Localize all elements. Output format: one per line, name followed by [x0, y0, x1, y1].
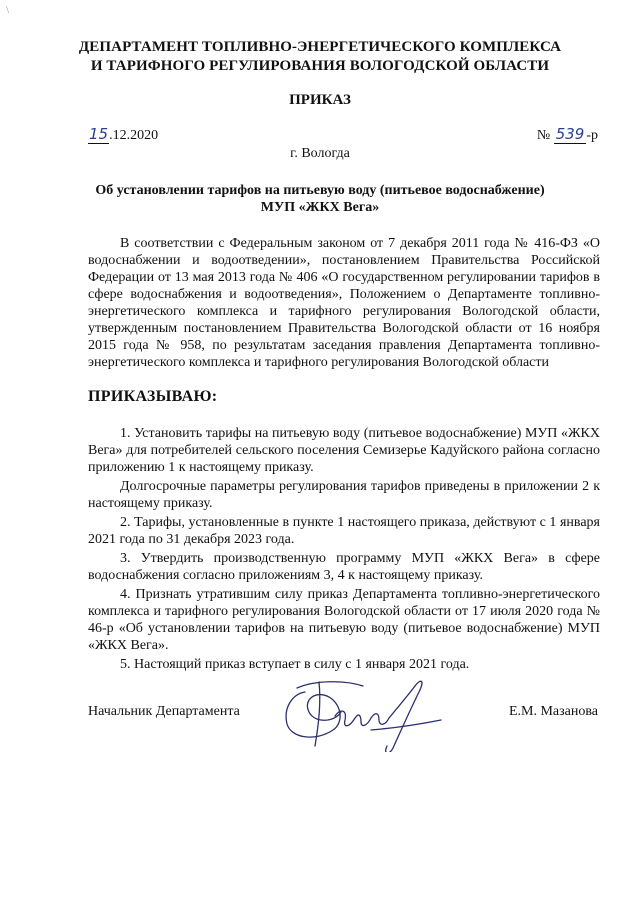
- department-title-line2: И ТАРИФНОГО РЕГУЛИРОВАНИЯ ВОЛОГОДСКОЙ ОБЛАСТИ: [90, 58, 550, 74]
- handwritten-signature: [275, 672, 445, 752]
- handwritten-number: 539: [555, 125, 585, 143]
- preamble-text: В соответствии с Федеральным законом от 7 декабря 2011 года № 416-ФЗ «О водоснабжении и водоотведении», постановлением Правительства Российской Федерации от 13 мая 2013 года № 406 «О государственном регулировании тарифов в сфере водоснабжения и водоотведения», Положением о Департаменте топливно-энергетического комплекса и тарифного регулирования Вологодской области, утвержденным постановлением Правительства Вологодской области от 16 ноября 2015 года № 958, по результатам заседания правления Департамента топливно-энергетического комплекса и тарифного регулирования Вологодской области: [88, 236, 600, 370]
- order-item-1-params: Долгосрочные параметры регулирования тарифов приведены в приложении 2 к настоящему приказу.: [88, 479, 600, 511]
- number-suffix: -р: [586, 128, 598, 143]
- document-type: ПРИКАЗ: [289, 92, 351, 108]
- order-item-3: 3. Утвердить производственную программу МУП «ЖКХ Вега» в сфере водоснабжения согласно приложениям 3, 4 к настоящему приказу.: [88, 551, 600, 583]
- signatory-name: Е.М. Мазанова: [508, 704, 598, 719]
- order-number: [537, 125, 598, 144]
- preamble: [88, 235, 600, 371]
- handwritten-day: 15: [89, 125, 109, 143]
- subject-line2: МУП «ЖКХ Вега»: [260, 200, 380, 215]
- number-prefix: №: [536, 128, 551, 143]
- corner-mark: \: [6, 4, 10, 16]
- order-items: [88, 425, 600, 675]
- signatory-position: Начальник Департамента: [88, 704, 240, 719]
- subject-line1: Об установлении тарифов на питьевую воду (питьевое водоснабжение): [95, 183, 545, 198]
- order-subject: [60, 182, 580, 216]
- order-item-5: 5. Настоящий приказ вступает в силу с 1 января 2021 года.: [120, 657, 470, 672]
- city: г. Вологда: [290, 146, 350, 161]
- department-title: [40, 38, 600, 76]
- order-date: [88, 125, 158, 144]
- order-item-1: 1. Установить тарифы на питьевую воду (питьевое водоснабжение) МУП «ЖКХ Вега» для потребителей сельского поселения Семизерье Кадуйского района согласно приложению 1 к настоящему приказу.: [88, 426, 600, 475]
- order-item-2: 2. Тарифы, установленные в пункте 1 настоящего приказа, действуют с 1 января 2021 года по 31 декабря 2023 года.: [88, 515, 600, 547]
- date-rest: .12.2020: [109, 128, 159, 143]
- order-item-4: 4. Признать утратившим силу приказ Департамента топливно-энергетического комплекса и тарифного регулирования Вологодской области от 17 июля 2020 года № 46-р «Об установлении тарифов на питьевую воду (питьевое водоснабжение) МУП «ЖКХ Вега».: [88, 587, 600, 653]
- command-word: ПРИКАЗЫВАЮ:: [88, 388, 218, 405]
- department-title-line1: ДЕПАРТАМЕНТ ТОПЛИВНО-ЭНЕРГЕТИЧЕСКОГО КОМПЛЕКСА: [78, 39, 562, 55]
